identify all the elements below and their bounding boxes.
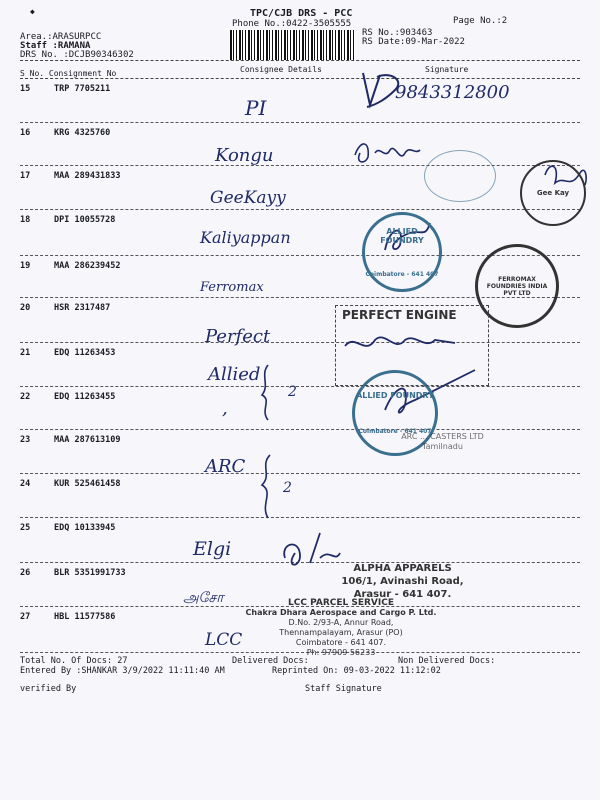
row-sno: 26 [20,568,31,578]
handwritten-name: Kaliyappan [200,228,291,247]
delivered-docs: Delivered Docs: [232,656,309,666]
table-row [20,392,115,402]
arc-stamp [385,432,500,492]
column-sno-consignment: S No. Consignment No [20,69,117,78]
row-sno: 17 [20,171,31,181]
row-sno: 15 [20,84,31,94]
column-consignee: Consignee Details [240,65,322,74]
stamp-line: LCC PARCEL SERVICE [288,598,394,608]
row-consignment: MAA 289431833 [54,171,121,181]
stamp-line: 106/1, Avinashi Road, [341,576,464,587]
handwritten-name: GeeKayy [210,188,286,208]
geekay-stamp [520,160,586,226]
table-row [20,261,121,271]
row-consignment: KUR 525461458 [54,479,121,489]
handwritten-phone: 9843312800 [395,82,510,103]
header-mark: ◆ [30,7,35,16]
signature-mark [350,135,425,170]
row-consignment: BLR 5351991733 [54,568,126,578]
table-row [20,128,110,138]
table-row [20,215,115,225]
row-sno: 20 [20,303,31,313]
row-sno: 19 [20,261,31,271]
stamp-line: ALLIED FOUNDRY [356,391,434,400]
drs-number: DRS No. :DCJB90346302 [20,50,134,60]
column-divider [20,78,580,79]
row-sno: 22 [20,392,31,402]
row-consignment: HSR 2317487 [54,303,111,313]
header-divider [20,60,580,61]
handwritten-note: அசோ [183,590,224,606]
barcode [230,30,355,60]
stamp-line: FERROMAX FOUNDRIES INDIA PVT LTD [486,275,548,297]
perfect-engine-stamp [335,305,489,386]
brace-mark [262,455,270,518]
handwritten-name: LCC [205,630,243,650]
rs-number: RS No.:903463 [362,28,433,38]
document-title: TPC/CJB DRS - PCC [250,8,353,19]
stamp-line: Ph: 97909 56233 [306,648,376,657]
table-row [20,171,121,181]
stamp-line: D.No. 2/93-A, Annur Road, [288,618,394,627]
row-consignment: EDQ 10133945 [54,523,116,533]
stamp-line: Gee Kay [536,189,570,197]
reprinted-on: Reprinted On: 09-03-2022 11:12:02 [272,666,441,676]
stamp-line: PERFECT ENGINE [342,308,457,322]
area-label: Area.:ARASURPCC [20,32,102,42]
stamp-line: Coimbatore - 641 407 [358,428,432,435]
row-sno: 21 [20,348,31,358]
row-sno: 25 [20,523,31,533]
page-number: Page No.:2 [453,16,508,26]
row-consignment: MAA 286239452 [54,261,121,271]
handwritten-name: Elgi [193,538,232,560]
verified-by: verified By [20,684,77,694]
table-row [20,523,115,533]
stamp-line: Thennampalayam, Arasur (PO) [279,628,403,637]
faded-stamp [424,150,496,202]
row-consignment: KRG 4325760 [54,128,111,138]
staff-label: Staff :RAMANA [20,41,91,51]
staff-signature: Staff Signature [305,684,382,694]
handwritten-note: 2 [288,384,297,400]
table-row [20,612,115,622]
table-row [20,303,110,313]
row-divider [20,165,580,166]
lcc-parcel-stamp [236,598,446,658]
row-consignment: DPI 10055728 [54,215,116,225]
handwritten-name: ARC [205,456,246,477]
row-divider [20,122,580,123]
row-consignment: HBL 11577586 [54,612,116,622]
handwritten-name: Ferromax [200,280,264,295]
entered-by: Entered By :SHANKAR 3/9/2022 11:11:40 AM [20,666,225,676]
rs-date: RS Date:09-Mar-2022 [362,37,465,47]
row-consignment: TRP 7705211 [54,84,111,94]
handwritten-name: Kongu [215,145,274,166]
stamp-line: Coimbatore - 641 407. [295,638,387,647]
non-delivered-docs: Non Delivered Docs: [398,656,496,666]
row-sno: 16 [20,128,31,138]
allied-foundry-stamp [362,212,442,292]
signature-mark [355,65,415,115]
table-row [20,479,121,489]
total-docs: Total No. Of Docs: 27 [20,656,128,666]
brace-mark [262,365,268,420]
handwritten-name: Allied [208,364,261,385]
handwritten-name: PI [245,96,267,120]
handwritten-note: 2 [283,480,292,496]
stamp-line: Chakra Dhara Aerospace and Cargo P. Ltd. [245,608,437,617]
alpha-apparels-stamp [330,562,475,601]
handwritten-name: Perfect [205,326,271,347]
column-signature: Signature [425,65,469,74]
handwritten-name: , [222,398,228,419]
row-sno: 23 [20,435,31,445]
phone-number: Phone No.:0422-3505555 [232,19,352,29]
stamp-line: Arasur - 641 407. [353,589,452,600]
table-row [20,348,115,358]
handwritten-braces [250,360,310,530]
table-row [20,568,126,578]
row-consignment: EDQ 11263453 [54,348,116,358]
row-divider [20,209,580,210]
row-sno: 24 [20,479,31,489]
table-row [20,435,121,445]
stamp-line: ALPHA APPARELS [353,563,452,574]
stamp-line: Coimbatore - 641 407 [365,270,439,278]
row-sno: 18 [20,215,31,225]
stamp-line: ARC ... CASTERS LTD Tamilnadu [401,432,484,451]
row-divider [20,342,580,343]
row-consignment: EDQ 11263455 [54,392,116,402]
row-consignment: MAA 287613109 [54,435,121,445]
table-row [20,84,110,94]
row-sno: 27 [20,612,31,622]
stamp-line: ALLIED FOUNDRY [380,226,424,245]
